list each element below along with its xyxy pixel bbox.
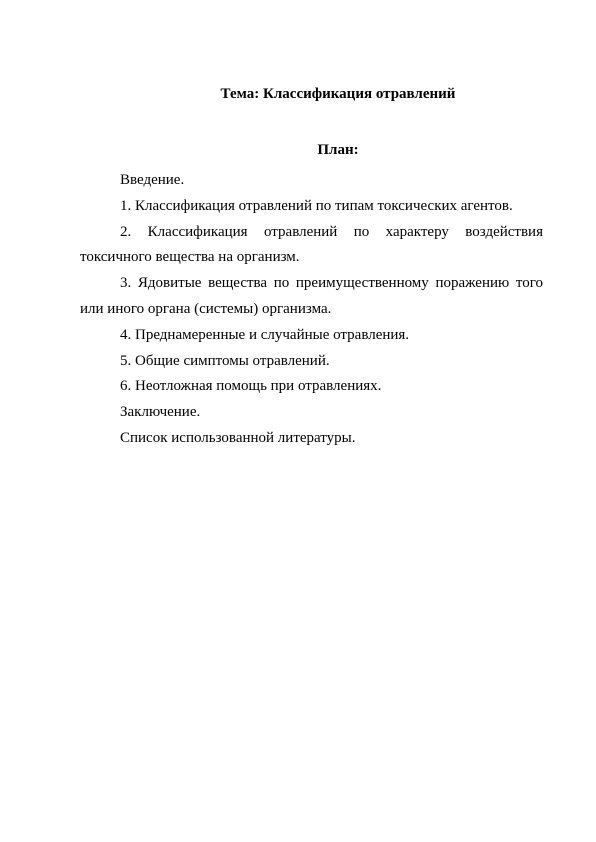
plan-item-introduction: Введение. [120, 172, 185, 188]
plan-item-1: 1. Классификация отравлений по типам токсических агентов. [120, 197, 513, 214]
plan-item-2: 2. Классификация отравлений по характеру воздействия токсичного вещества на организм. [80, 223, 543, 266]
plan-item-6: 6. Неотложная помощь при отравлениях. [120, 378, 382, 395]
document-title: Тема: Классификация отравлений [220, 86, 456, 102]
plan-item-4: 4. Преднамеренные и случайные отравления. [120, 326, 410, 343]
plan-list [80, 168, 543, 452]
plan-item-conclusion: Заключение. [120, 404, 201, 421]
plan-item-5: 5. Общие симптомы отравлений. [120, 352, 330, 369]
plan-item-3: 3. Ядовитые вещества по преимущественному поражению того или иного органа (системы) организма. [80, 275, 543, 317]
plan-item-references: Список использованной литературы. [120, 429, 356, 446]
plan-heading: План: [317, 142, 359, 158]
